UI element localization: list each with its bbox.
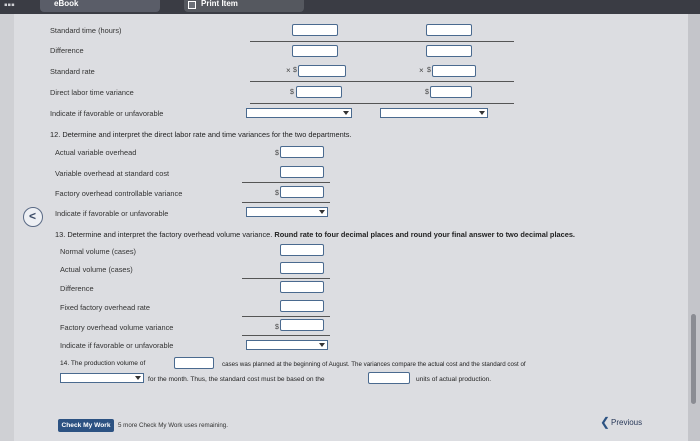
divider: [250, 103, 514, 104]
question-14-part1: 14. The production volume of: [60, 360, 146, 367]
divider: [242, 278, 330, 279]
check-my-work-remaining: 5 more Check My Work uses remaining.: [118, 422, 228, 429]
chevron-down-icon: [319, 343, 325, 347]
divider: [250, 81, 514, 82]
question-13-instruction: Round rate to four decimal places and round your final answer to two decimal places.: [274, 230, 575, 239]
label-difference: Difference: [50, 46, 84, 55]
currency-sign: $: [275, 150, 279, 157]
previous-label: Previous: [611, 418, 643, 427]
input-normal-volume[interactable]: [280, 244, 324, 256]
divider: [242, 316, 330, 317]
input-volume-variance[interactable]: [280, 319, 324, 331]
input-planned-volume[interactable]: [174, 357, 214, 369]
currency-sign: $: [425, 89, 429, 96]
input-time-variance-dept1[interactable]: [296, 86, 342, 98]
select-favorable-dept1[interactable]: [246, 108, 352, 118]
tab-ebook-label: eBook: [54, 0, 79, 8]
question-14-part3: for the month. Thus, the standard cost must be based on the: [148, 376, 325, 383]
scrollbar[interactable]: [688, 14, 700, 441]
question-14-part4: units of actual production.: [416, 376, 492, 383]
tab-print-item-label: Print Item: [201, 0, 238, 8]
currency-sign: $: [293, 67, 297, 74]
chevron-down-icon: [319, 210, 325, 214]
chevron-left-icon: ❮: [600, 415, 611, 429]
currency-sign: $: [427, 67, 431, 74]
input-controllable-variance[interactable]: [280, 186, 324, 198]
currency-sign: $: [275, 190, 279, 197]
question-12: 12. Determine and interpret the direct labor rate and time variances for the two departments.: [50, 130, 352, 139]
currency-sign: $: [275, 324, 279, 331]
input-actual-volume[interactable]: [280, 262, 324, 274]
label-standard-rate: Standard rate: [50, 67, 95, 76]
label-factory-overhead-controllable: Factory overhead controllable variance: [55, 189, 183, 198]
divider: [242, 182, 330, 183]
input-actual-variable-overhead[interactable]: [280, 146, 324, 158]
select-favorable-controllable[interactable]: [246, 207, 328, 217]
question-13: [55, 230, 575, 239]
tab-print-item[interactable]: [184, 0, 304, 12]
label-indicate: Indicate if favorable or unfavorable: [50, 109, 164, 118]
input-standard-rate-dept2[interactable]: [432, 65, 476, 77]
menu-icon[interactable]: ▪▪▪: [4, 0, 15, 11]
chevron-down-icon: [135, 376, 141, 380]
label-actual-variable-overhead: Actual variable overhead: [55, 148, 137, 157]
select-cost-basis[interactable]: [60, 373, 144, 383]
select-favorable-volume[interactable]: [246, 340, 328, 350]
label-actual-volume: Actual volume (cases): [60, 265, 133, 274]
divider: [242, 202, 330, 203]
currency-sign: $: [290, 89, 294, 96]
top-bar: [0, 0, 700, 14]
back-button[interactable]: [23, 207, 43, 227]
input-variable-overhead-standard[interactable]: [280, 166, 324, 178]
input-fixed-rate[interactable]: [280, 300, 324, 312]
left-strip: [0, 14, 14, 441]
select-favorable-dept2[interactable]: [380, 108, 488, 118]
input-volume-difference[interactable]: [280, 281, 324, 293]
input-standard-time-dept2[interactable]: [426, 24, 472, 36]
tab-ebook[interactable]: [40, 0, 160, 12]
label-normal-volume: Normal volume (cases): [60, 247, 136, 256]
label-variable-overhead-standard: Variable overhead at standard cost: [55, 169, 170, 178]
label-standard-time: Standard time (hours): [50, 26, 122, 35]
chevron-down-icon: [479, 111, 485, 115]
label-indicate: Indicate if favorable or unfavorable: [55, 209, 169, 218]
label-difference: Difference: [60, 284, 94, 293]
question-14-part2: cases was planned at the beginning of August. The variances compare the actual cost and the standard cost of: [222, 361, 526, 368]
print-icon: [188, 1, 196, 9]
divider: [242, 335, 330, 336]
input-standard-time-dept1[interactable]: [292, 24, 338, 36]
chevron-down-icon: [343, 111, 349, 115]
label-fixed-factory-overhead-rate: Fixed factory overhead rate: [60, 303, 150, 312]
input-difference-dept2[interactable]: [426, 45, 472, 57]
input-difference-dept1[interactable]: [292, 45, 338, 57]
input-units-actual[interactable]: [368, 372, 410, 384]
input-time-variance-dept2[interactable]: [430, 86, 472, 98]
divider: [250, 41, 514, 42]
question-13-text: 13. Determine and interpret the factory overhead volume variance.: [55, 230, 275, 239]
scrollbar-thumb[interactable]: [691, 314, 696, 404]
label-volume-variance: Factory overhead volume variance: [60, 323, 174, 332]
multiply-sign: ×: [419, 66, 424, 75]
label-direct-labor-time-variance: Direct labor time variance: [50, 88, 134, 97]
check-my-work-button[interactable]: Check My Work: [58, 419, 114, 432]
input-standard-rate-dept1[interactable]: [298, 65, 346, 77]
label-indicate: Indicate if favorable or unfavorable: [60, 341, 174, 350]
multiply-sign: ×: [286, 66, 291, 75]
chevron-left-icon: <: [29, 209, 37, 223]
